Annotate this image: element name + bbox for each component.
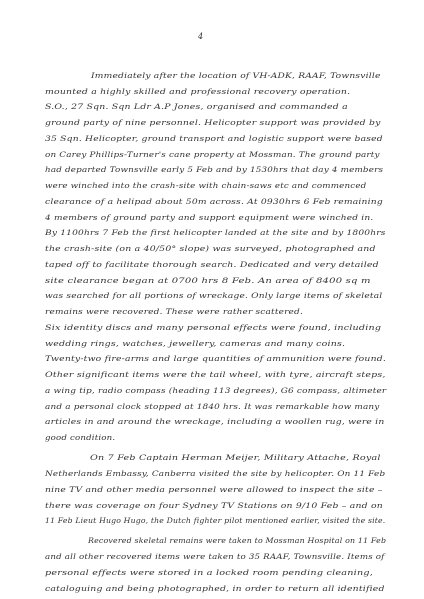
text-line: clearance of a helipad about 50m across. At 0930hrs 6 Feb remaining (45, 198, 383, 206)
text-line: on Carey Phillips-Turner's cane property at Mossman. The ground party (45, 151, 380, 159)
text-line: Six identity discs and many personal effects were found, including (45, 324, 382, 332)
text-line: Twenty-two fire-arms and large quantities of ammunition were found. (45, 355, 386, 363)
text-line: site clearance began at 0700 hrs 8 Feb. An area of 8400 sq m (45, 277, 371, 285)
text-line: wedding rings, watches, jewellery, cameras and many coins. (45, 340, 346, 348)
text-line: 35 Sqn. Helicopter, ground transport and logistic support were based (45, 135, 383, 143)
text-line: articles in and around the wreckage, including a woollen rug, were in (45, 418, 385, 426)
text-line: ground party of nine personnel. Helicopter support was provided by (45, 119, 381, 127)
text-line: a wing tip, radio compass (heading 113 degrees), G6 compass, altimeter (45, 387, 387, 395)
text-line: good condition. (45, 434, 116, 442)
text-line: nine TV and other media personnel were allowed to inspect the site – (45, 486, 383, 494)
text-line: there was coverage on four Sydney TV Stations on 9/10 Feb – and on (45, 502, 383, 510)
text-line: Netherlands Embassy, Canberra visited the site by helicopter. On 11 Feb (45, 470, 386, 478)
page-number: 4 (198, 32, 204, 41)
text-line: S.O., 27 Sqn. Sqn Ldr A.P Jones, organised and commanded a (45, 103, 348, 111)
text-line: taped off to facilitate thorough search. Dedicated and very detailed (45, 261, 379, 269)
text-line: Recovered skeletal remains were taken to Mossman Hospital on 11 Feb (88, 537, 387, 545)
text-line: Other significant items were the tail wheel, with tyre, aircraft steps, (45, 371, 386, 379)
text-line: On 7 Feb Captain Herman Meijer, Military Attache, Royal (90, 454, 381, 462)
text-line: had departed Townsville early 5 Feb and by 1530hrs that day 4 members (45, 166, 384, 174)
text-line: mounted a highly skilled and professional recovery operation. (45, 88, 351, 96)
text-line: and all other recovered items were taken to 35 RAAF, Townsville. Items of (45, 553, 385, 561)
text-line: personal effects were stored in a locked room pending cleaning, (45, 569, 374, 577)
text-line: was searched for all portions of wreckage. Only large items of skeletal (45, 292, 383, 300)
text-line: remains were recovered. These were rather scattered. (45, 308, 303, 316)
text-line: 4 members of ground party and support equipment were winched in. (45, 214, 374, 222)
text-line: were winched into the crash-site with chain-saws etc and commenced (45, 182, 367, 190)
text-line: Immediately after the location of VH-ADK, RAAF, Townsville (91, 72, 381, 80)
text-line: By 1100hrs 7 Feb the first helicopter landed at the site and by 1800hrs (45, 229, 386, 237)
text-line: cataloguing and being photographed, in order to return all identified (45, 585, 385, 593)
text-line: and a personal clock stopped at 1840 hrs. It was remarkable how many (45, 403, 380, 411)
text-line: the crash-site (on a 40/50° slope) was surveyed, photographed and (45, 245, 376, 253)
text-line: 11 Feb Lieut Hugo Hugo, the Dutch fighter pilot mentioned earlier, visited the site. (45, 517, 386, 525)
